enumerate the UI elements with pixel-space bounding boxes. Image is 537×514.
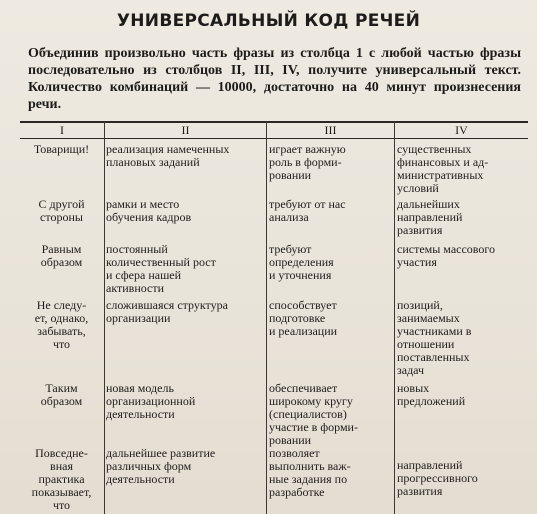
intro-paragraph: Объединив произвольно часть фразы из столбца 1 с любой частью фразы последовательно из столбцов II, III, IV, получите универсальный текст. Количество комбинаций — 10000, достаточно на 40 минут произнесения речи. xyxy=(28,46,521,112)
table-cell-row4-col2: сложившаяся структура организации xyxy=(106,298,228,325)
table-cell-row2-col2: рамки и место обучения кадров xyxy=(106,197,192,224)
table-header-rule xyxy=(20,138,528,139)
table-cell-row3-col4: системы массового участия xyxy=(397,242,495,269)
table-cell-row3-col2: постоянный количественный рост и сфера нашей активности xyxy=(106,242,216,295)
column-header-3: III xyxy=(324,123,337,137)
table-cell-row6-col2: дальнейшее развитие различных форм деятельности xyxy=(106,446,216,486)
column-divider xyxy=(394,121,395,514)
column-divider xyxy=(266,121,267,514)
table-cell-row3-col1: Равным образом xyxy=(40,242,83,269)
table-cell-row2-col1: С другой стороны xyxy=(38,197,85,224)
table-cell-row5-col2: новая модель организационной деятельности xyxy=(106,381,196,421)
column-header-2: II xyxy=(181,123,190,137)
table-cell-row5-col3: обеспечивает широкому кругу (специалистов) участие в форми- ровании xyxy=(269,381,358,447)
table-cell-row6-col3: позволяет выполнить важ- ные задания по разработке xyxy=(269,446,351,499)
table-cell-row3-col3: требуют определения и уточнения xyxy=(269,242,334,282)
table-cell-row6-col1: Повседне- вная практика показывает, что xyxy=(31,446,92,512)
table-cell-row4-col4: позиций, занимаемых участниками в отношении поставленных задач xyxy=(397,298,472,377)
table-cell-row2-col3: требуют от нас анализа xyxy=(269,197,346,224)
column-header-4: IV xyxy=(455,123,468,137)
table-cell-row6-col4: направлений прогрессивного развития xyxy=(397,458,478,498)
table-cell-row1-col3: играет важную роль в форми- ровании xyxy=(269,142,346,182)
table-cell-row2-col4: дальнейших направлений развития xyxy=(397,197,463,237)
table-cell-row5-col4: новых предложений xyxy=(397,381,466,408)
column-header-1: I xyxy=(60,123,64,137)
table-cell-row4-col3: способствует подготовке и реализации xyxy=(269,298,338,338)
table-cell-row1-col2: реализация намеченных плановых заданий xyxy=(106,142,230,169)
table-cell-row4-col1: Не следу- ет, однако, забывать, что xyxy=(34,298,89,351)
table-cell-row1-col4: существенных финансовых и ад- министративных условий xyxy=(397,142,489,195)
document-title: УНИВЕРСАЛЬНЫЙ КОД РЕЧЕЙ xyxy=(116,11,421,31)
table-cell-row1-col1: Товарищи! xyxy=(33,142,90,156)
table-cell-row5-col1: Таким образом xyxy=(40,381,83,408)
column-divider xyxy=(104,121,105,514)
